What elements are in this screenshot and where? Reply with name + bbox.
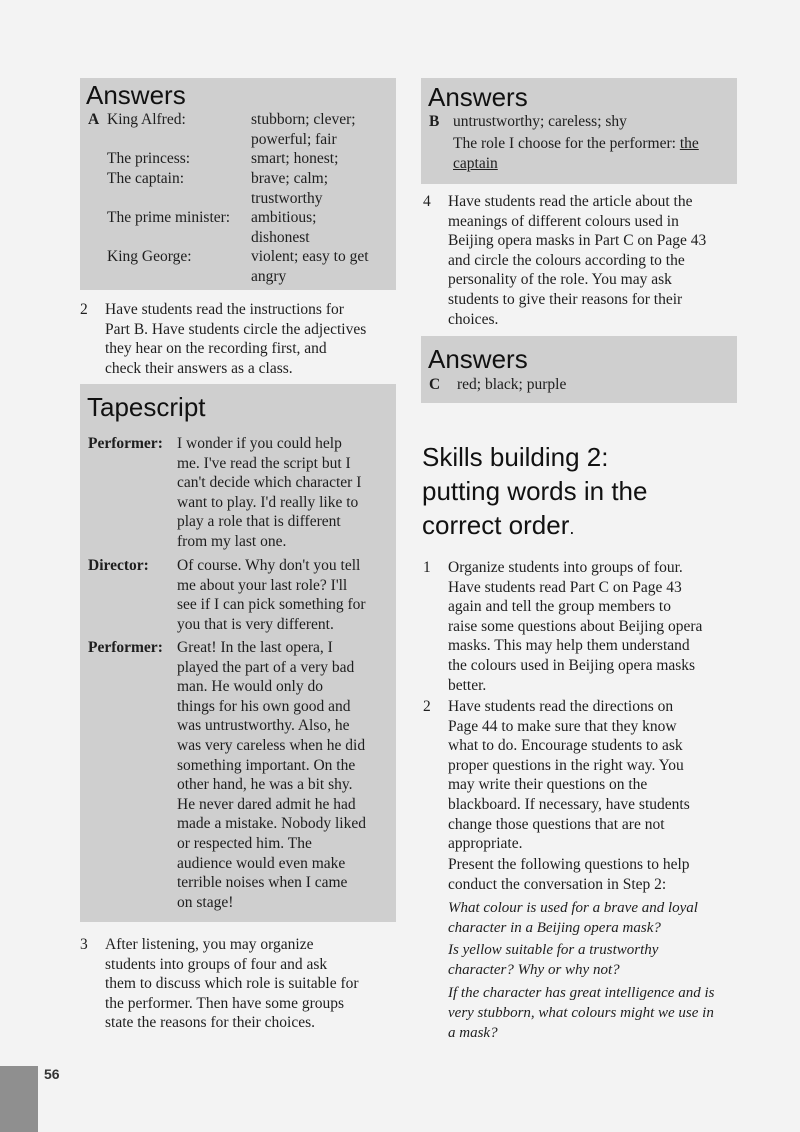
text-line: again and tell the group members to — [448, 598, 671, 616]
text-line: Have students read the article about the — [448, 193, 693, 210]
character-name: King George: — [107, 248, 192, 265]
text-line: personality of the role. You may ask — [448, 271, 672, 289]
text-line: meanings of different colours used in — [448, 212, 679, 230]
text-line: me. I've read the script but I — [177, 454, 351, 472]
text-line: them to discuss which role is suitable for — [105, 975, 359, 993]
text-line: raise some questions about Beijing opera — [448, 617, 703, 635]
character-name: The prime minister: — [107, 209, 231, 226]
text-line: very stubborn, what colours might we use in — [448, 1005, 714, 1021]
text-line: Is yellow suitable for a trustworthy — [448, 942, 659, 958]
answer-letter: A — [88, 111, 100, 128]
text-line: can't decide which character I — [177, 474, 362, 492]
text-line: Page 44 to make sure that they know — [448, 717, 677, 735]
answers-box-a — [80, 78, 396, 290]
speaker-label: Performer: — [88, 435, 163, 452]
step-4-text — [448, 192, 748, 329]
answers-box-b — [421, 78, 737, 184]
text-line: character in a Beijing opera mask? — [448, 920, 661, 936]
character-name: King Alfred: — [107, 111, 186, 128]
answer-text: untrustworthy; careless; shy — [453, 113, 627, 130]
adjectives: angry — [251, 267, 287, 285]
answers-heading: Answers — [86, 80, 186, 110]
text-line: was very careless when he did — [177, 736, 366, 754]
text-line: Organize students into groups of four. — [448, 559, 683, 576]
adjectives: ambitious; — [251, 209, 317, 226]
text-line: choices. — [448, 310, 499, 328]
text-line: He never dared admit he had — [177, 795, 356, 813]
role-choice-prefix: The role I choose for the performer: — [453, 135, 676, 152]
answer-text: red; black; purple — [457, 376, 567, 393]
section-title — [422, 440, 742, 545]
title-line: correct order — [422, 510, 570, 540]
answers-heading: Answers — [428, 82, 528, 112]
role-choice — [453, 134, 737, 173]
text-line: Beijing opera masks in Part C on Page 43 — [448, 232, 707, 250]
text-line: I wonder if you could help — [177, 435, 342, 452]
text-line: man. He would only do — [177, 678, 323, 696]
answers-box-c — [421, 336, 737, 403]
text-line: on stage! — [177, 893, 234, 911]
text-line: state the reasons for their choices. — [105, 1014, 316, 1032]
text-line: they hear on the recording first, and — [105, 340, 327, 358]
text-line: audience would even make — [177, 854, 346, 872]
tapescript-heading: Tapescript — [87, 392, 206, 422]
adjectives: smart; honest; — [251, 150, 339, 167]
text-line: the colours used in Beijing opera masks — [448, 656, 696, 674]
adjectives: trustworthy — [251, 189, 323, 207]
text-line: something important. On the — [177, 756, 356, 774]
text-line: After listening, you may organize — [105, 936, 314, 953]
text-line: better. — [448, 676, 487, 694]
text-line: me about your last role? I'll — [177, 576, 348, 594]
text-line: you that is very different. — [177, 615, 334, 633]
speech-text — [177, 434, 393, 552]
answer-letter: B — [429, 113, 440, 130]
text-line: masks. This may help them understand — [448, 637, 690, 655]
text-line: What colour is used for a brave and loyal — [448, 900, 698, 916]
text-line: may write their questions on the — [448, 776, 648, 794]
text-line: proper questions in the right way. You — [448, 756, 684, 774]
answers-heading: Answers — [428, 344, 528, 374]
text-line: things for his own good and — [177, 697, 351, 715]
text-line: appropriate. — [448, 835, 523, 853]
role-answer: captain — [453, 154, 498, 172]
page-band — [0, 1066, 38, 1132]
step-3-text — [105, 935, 400, 1033]
skills-item-1-text — [448, 558, 748, 695]
character-name: The princess: — [107, 150, 191, 167]
text-line: and circle the colours according to the — [448, 251, 685, 269]
text-line: Present the following questions to help — [448, 856, 690, 873]
text-line: conduct the conversation in Step 2: — [448, 875, 667, 893]
present-questions-intro — [448, 855, 748, 894]
adjectives: dishonest — [251, 228, 310, 246]
text-line: Great! In the last opera, I — [177, 639, 333, 656]
title-period: . — [569, 518, 575, 538]
text-line: check their answers as a class. — [105, 359, 293, 377]
text-line: If the character has great intelligence and is — [448, 985, 715, 1001]
text-line: made a mistake. Nobody liked — [177, 815, 366, 833]
text-line: character? Why or why not? — [448, 962, 620, 978]
text-line: other hand, he was a bit shy. — [177, 776, 353, 794]
text-line: Have students read the directions on — [448, 698, 674, 715]
text-line: Of course. Why don't you tell — [177, 557, 361, 574]
text-line: students to give their reasons for their — [448, 290, 683, 308]
question — [448, 940, 748, 980]
step-number: 1 — [423, 559, 431, 576]
text-line: Part B. Have students circle the adjectives — [105, 320, 367, 338]
text-line: blackboard. If necessary, have students — [448, 795, 690, 813]
text-line: the performer. Then have some groups — [105, 994, 345, 1012]
text-line: what to do. Encourage students to ask — [448, 737, 683, 755]
speech-text — [177, 638, 393, 912]
answer-letter: C — [429, 376, 441, 393]
step-number: 4 — [423, 193, 431, 210]
question — [448, 983, 748, 1043]
text-line: play a role that is different — [177, 513, 341, 531]
title-line: Skills building 2: — [422, 442, 609, 472]
text-line: Have students read Part C on Page 43 — [448, 578, 682, 596]
text-line: played the part of a very bad — [177, 658, 355, 676]
text-line: or respected him. The — [177, 834, 312, 852]
text-line: was untrustworthy. Also, he — [177, 717, 350, 735]
question — [448, 898, 748, 938]
text-line: change those questions that are not — [448, 815, 665, 833]
text-line: from my last one. — [177, 532, 287, 550]
speaker-label: Performer: — [88, 639, 163, 656]
page-number: 56 — [44, 1066, 60, 1082]
step-number: 3 — [80, 936, 88, 953]
adjectives: brave; calm; — [251, 170, 329, 187]
step-2-text — [105, 300, 400, 378]
step-number: 2 — [423, 698, 431, 715]
text-line: Have students read the instructions for — [105, 301, 344, 318]
adjectives: stubborn; clever; — [251, 111, 356, 128]
text-line: see if I can pick something for — [177, 596, 366, 614]
speaker-label: Director: — [88, 557, 149, 574]
step-number: 2 — [80, 301, 88, 318]
skills-item-2-text — [448, 697, 748, 854]
role-answer: the — [679, 135, 699, 152]
text-line: want to play. I'd really like to — [177, 493, 359, 511]
adjectives: powerful; fair — [251, 130, 337, 148]
text-line: students into groups of four and ask — [105, 955, 328, 973]
text-line: a mask? — [448, 1025, 498, 1041]
text-line: terrible noises when I came — [177, 874, 348, 892]
adjectives: violent; easy to get — [251, 248, 369, 265]
character-name: The captain: — [107, 170, 185, 187]
title-line: putting words in the — [422, 476, 648, 506]
speech-text — [177, 556, 393, 634]
